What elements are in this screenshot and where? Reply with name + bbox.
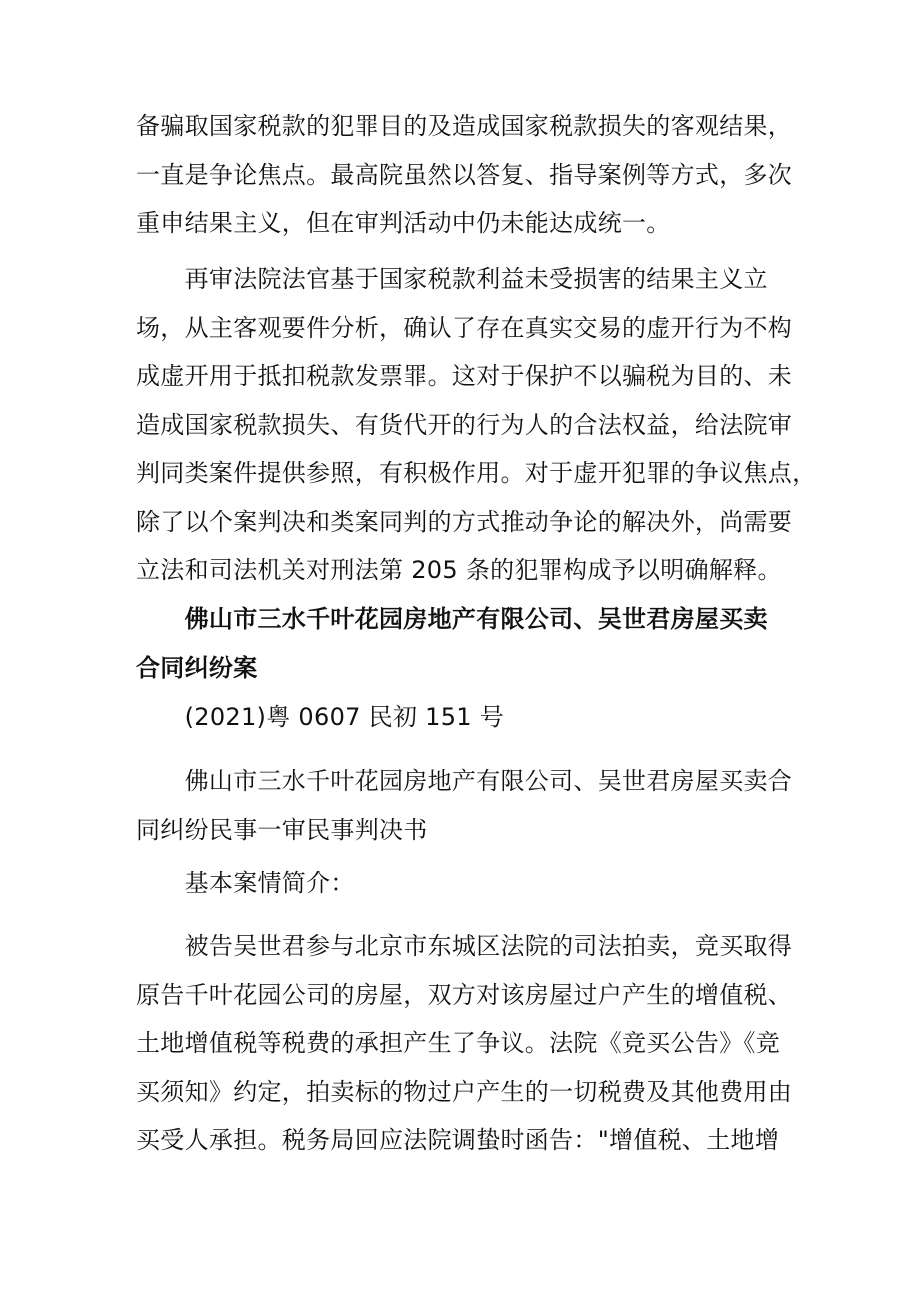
text-line: 判同类案件提供参照，有积极作用。对于虚开犯罪的争议焦点， (136, 459, 817, 487)
text-line: 佛山市三水千叶花园房地产有限公司、吴世君房屋买卖 (136, 605, 768, 633)
text-line: 买受人承担。税务局回应法院调蛰时函告："增值税、土地增 (136, 1126, 780, 1154)
paragraph-case-facts (136, 922, 796, 1165)
text-line: 土地增值税等税费的承担产生了争议。法院《竞买公告》《竞 (136, 1029, 781, 1057)
paragraph-conclusion-end (136, 102, 796, 248)
text-line: 再审法院法官基于国家税款利益未受损害的结果主义立 (136, 265, 768, 293)
text-line: 原告千叶花园公司的房屋，双方对该房屋过户产生的增值税、 (136, 980, 793, 1009)
text-line: 被告吴世君参与北京市东城区法院的司法拍卖，竞买取得 (136, 932, 793, 960)
text-line: 除了以个案判决和类案同判的方式推动争论的解决外，尚需要 (136, 507, 793, 536)
paragraph-retrial-analysis (136, 255, 817, 595)
text-line: 场，从主客观要件分析，确认了存在真实交易的虚开行为不构 (136, 313, 793, 342)
text-line: 佛山市三水千叶花园房地产有限公司、吴世君房屋买卖合 (136, 767, 793, 795)
text-line: 买须知》约定，拍卖标的物过户产生的一切税费及其他费用由 (136, 1077, 793, 1106)
case-title (136, 595, 796, 692)
judgment-title (136, 757, 796, 854)
text-line: 造成国家税款损失、有货代开的行为人的合法权益，给法院审 (136, 410, 793, 439)
text-line: 一直是争论焦点。最高院虽然以答复、指导案例等方式，多次 (136, 160, 793, 189)
text-line: 基本案情简介： (136, 869, 355, 897)
text-line: 重申结果主义，但在审判活动中仍未能达成统一。 (136, 209, 671, 237)
text-line: 成虚开用于抵扣税款发票罪。这对于保护不以骗税为目的、未 (136, 362, 793, 390)
text-line: 备骗取国家税款的犯罪目的及造成国家税款损失的客观结果， (136, 112, 793, 140)
case-number (136, 693, 796, 742)
text-line: (2021)粤 0607 民初 151 号 (136, 703, 505, 731)
case-summary-heading (136, 859, 796, 908)
text-line: 立法和司法机关对刑法第 205 条的犯罪构成予以明确解释。 (136, 556, 782, 584)
text-line: 合同纠纷案 (136, 653, 258, 682)
text-line: 同纠纷民事一审民事判决书 (136, 815, 428, 844)
